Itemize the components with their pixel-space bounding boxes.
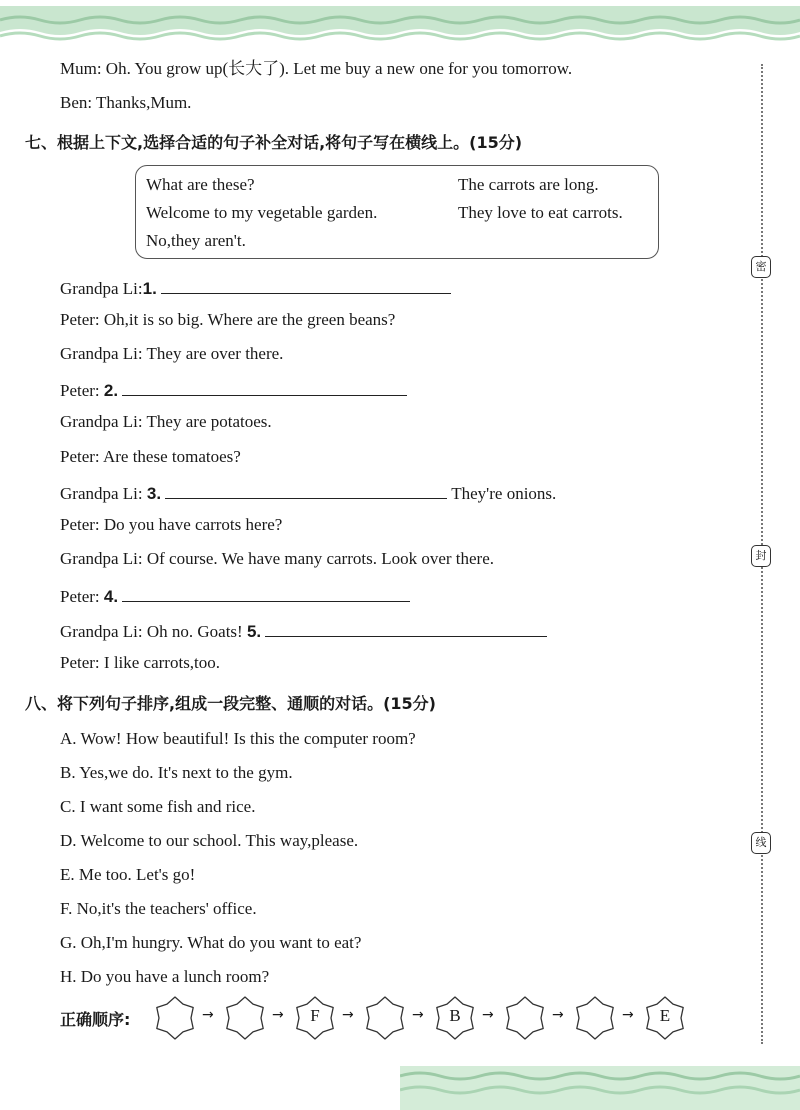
speaker-label: Peter: [60, 587, 100, 606]
sentence-g: G. Oh,I'm hungry. What do you want to eat? [60, 933, 362, 952]
section-8-heading: 八、将下列句子排序,组成一段完整、通顺的对话。(15分) [25, 694, 436, 713]
order-arrow: → [622, 1007, 634, 1023]
option-box [135, 165, 659, 259]
answer-order-row [60, 996, 680, 1040]
order-arrow: → [482, 1007, 494, 1023]
blank-number-1: 1. [142, 279, 157, 298]
dialogue-line-11 [60, 618, 547, 643]
seal-mark-2: 封 [751, 545, 771, 567]
order-arrow: → [202, 1007, 214, 1023]
blank-number-5: 5. [246, 622, 262, 641]
sentence-b: B. Yes,we do. It's next to the gym. [60, 763, 293, 782]
speaker-label: Grandpa Li: [60, 279, 143, 298]
order-arrow: → [272, 1007, 284, 1023]
speaker-label: Grandpa Li: Oh no. Goats! [60, 622, 243, 641]
blank-number-2: 2. [103, 381, 119, 400]
dialogue-line-3: Grandpa Li: They are over there. [60, 344, 284, 363]
order-slot-7[interactable] [572, 996, 618, 1040]
sentence-e: E. Me too. Let's go! [60, 865, 196, 884]
dialogue-suffix: They're onions. [451, 484, 557, 503]
order-arrow: → [342, 1007, 354, 1023]
order-slot-4[interactable] [362, 996, 408, 1040]
order-slot-2[interactable] [222, 996, 268, 1040]
dialogue-line-1 [60, 275, 451, 300]
speaker-label: Grandpa Li: [60, 484, 143, 503]
option-what-are-these: What are these? [146, 175, 255, 194]
seal-mark-3: 线 [751, 832, 771, 854]
section-7-heading: 七、根据上下文,选择合适的句子补全对话,将句子写在横线上。(15分) [25, 133, 523, 152]
order-arrow: → [552, 1007, 564, 1023]
intro-mum-line: Mum: Oh. You grow up(长大了). Let me buy a new one for you tomorrow. [60, 59, 573, 78]
answer-blank-3[interactable] [165, 480, 447, 499]
answer-blank-1[interactable] [161, 275, 451, 294]
dialogue-line-2: Peter: Oh,it is so big. Where are the green beans? [60, 310, 396, 329]
speaker-label: Peter: [60, 381, 100, 400]
dialogue-line-12: Peter: I like carrots,too. [60, 653, 221, 672]
sentence-h: H. Do you have a lunch room? [60, 967, 270, 986]
answer-blank-4[interactable] [122, 583, 410, 602]
order-slot-3[interactable] [292, 996, 338, 1040]
order-slot-value: B [449, 1006, 461, 1025]
sentence-f: F. No,it's the teachers' office. [60, 899, 257, 918]
answer-blank-5[interactable] [265, 618, 547, 637]
sentence-c: C. I want some fish and rice. [60, 797, 256, 816]
order-slot-6[interactable] [502, 996, 548, 1040]
option-welcome-garden: Welcome to my vegetable garden. [146, 203, 378, 222]
option-carrots-long: The carrots are long. [458, 175, 599, 194]
seal-mark-1: 密 [751, 256, 771, 278]
dialogue-line-10 [60, 583, 410, 608]
footer-wave-band [400, 1062, 800, 1110]
sentence-d: D. Welcome to our school. This way,please. [60, 831, 359, 850]
dialogue-line-6: Peter: Are these tomatoes? [60, 447, 241, 466]
order-arrow: → [412, 1007, 424, 1023]
option-no-they-arent: No,they aren't. [146, 231, 246, 250]
answer-blank-2[interactable] [122, 377, 407, 396]
order-slot-1[interactable] [152, 996, 198, 1040]
order-slot-5[interactable] [432, 996, 478, 1040]
dialogue-line-8: Peter: Do you have carrots here? [60, 515, 283, 534]
blank-number-4: 4. [103, 587, 119, 606]
dialogue-line-5: Grandpa Li: They are potatoes. [60, 412, 272, 431]
intro-ben-line: Ben: Thanks,Mum. [60, 93, 192, 112]
order-slot-value: F [310, 1006, 320, 1025]
option-love-carrots: They love to eat carrots. [458, 203, 623, 222]
order-label: 正确顺序: [60, 1010, 131, 1029]
dialogue-line-7 [60, 480, 556, 505]
blank-number-3: 3. [146, 484, 162, 503]
dialogue-line-9: Grandpa Li: Of course. We have many carrots. Look over there. [60, 549, 495, 568]
order-slot-8[interactable] [642, 996, 688, 1040]
dialogue-line-4 [60, 377, 407, 402]
sentence-a: A. Wow! How beautiful! Is this the computer room? [60, 729, 416, 748]
order-slot-value: E [659, 1006, 671, 1025]
header-wave-band [0, 0, 800, 50]
